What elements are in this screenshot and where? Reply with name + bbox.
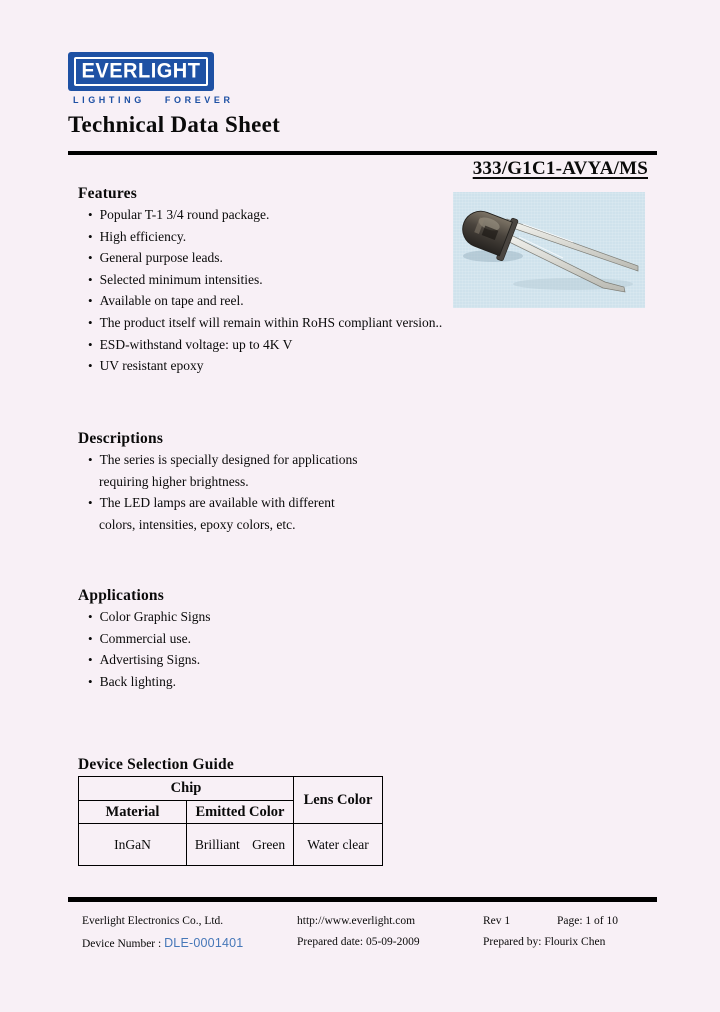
feature-item: • General purpose leads.: [88, 247, 442, 269]
description-item-cont: requiring higher brightness.: [99, 473, 249, 489]
application-item: • Color Graphic Signs: [88, 606, 211, 628]
emitted-color-header-cell: Emitted Color: [187, 801, 294, 824]
footer-divider: [68, 897, 657, 902]
feature-item: • UV resistant epoxy: [88, 355, 442, 377]
applications-list: [88, 606, 211, 692]
device-selection-table: [78, 776, 383, 866]
footer-page-number: Page: 1 of 10: [557, 915, 619, 927]
device-number-value: DLE-0001401: [164, 936, 244, 950]
feature-item: • High efficiency.: [88, 226, 442, 248]
application-item: • Commercial use.: [88, 628, 211, 650]
descriptions-list: [88, 449, 358, 535]
feature-item: • ESD-withstand voltage: up to 4K V: [88, 334, 442, 356]
feature-item: • Selected minimum intensities.: [88, 269, 442, 291]
footer-revision: Rev 1: [483, 915, 511, 927]
feature-item: • The product itself will remain within RoHS compliant version..: [88, 312, 442, 334]
features-list: [88, 204, 442, 377]
lens-color-header-cell: Lens Color: [294, 777, 383, 824]
chip-header-cell: Chip: [79, 777, 294, 801]
header-divider: [68, 151, 657, 155]
footer-device-number: [82, 936, 243, 950]
footer-prepared-by: Prepared by: Flourix Chen: [483, 936, 606, 948]
footer-website: http://www.everlight.com: [297, 915, 416, 927]
part-number: 333/G1C1-AVYA/MS: [472, 158, 648, 179]
footer-prepared-date: Prepared date: 05-09-2009: [297, 936, 420, 948]
applications-heading: Applications: [78, 587, 164, 604]
feature-item: • Popular T-1 3/4 round package.: [88, 204, 442, 226]
logo-tagline: LIGHTING FOREVER: [73, 95, 234, 105]
footer-company: Everlight Electronics Co., Ltd.: [82, 915, 224, 927]
description-item: • The series is specially designed for applications: [88, 449, 358, 471]
table-row: [79, 824, 383, 866]
material-cell: InGaN: [79, 824, 187, 866]
application-item: • Back lighting.: [88, 671, 211, 693]
logo-wordmark: EVERLIGHT: [81, 59, 201, 83]
logo-frame: [74, 57, 208, 86]
emitted-color-cell: Brilliant Green: [187, 824, 294, 866]
feature-item: • Available on tape and reel.: [88, 290, 442, 312]
lens-color-cell: Water clear: [294, 824, 383, 866]
description-item-cont: colors, intensities, epoxy colors, etc.: [99, 516, 296, 532]
everlight-logo: [68, 52, 214, 91]
application-item: • Advertising Signs.: [88, 649, 211, 671]
document-title: Technical Data Sheet: [68, 112, 281, 137]
selection-guide-heading: Device Selection Guide: [78, 756, 234, 773]
device-number-label: Device Number :: [82, 938, 162, 950]
descriptions-heading: Descriptions: [78, 430, 164, 447]
material-header-cell: Material: [79, 801, 187, 824]
led-product-photo: [453, 192, 645, 308]
led-photo-drawing: [453, 192, 645, 308]
description-item: • The LED lamps are available with different: [88, 492, 358, 514]
features-heading: Features: [78, 185, 137, 202]
